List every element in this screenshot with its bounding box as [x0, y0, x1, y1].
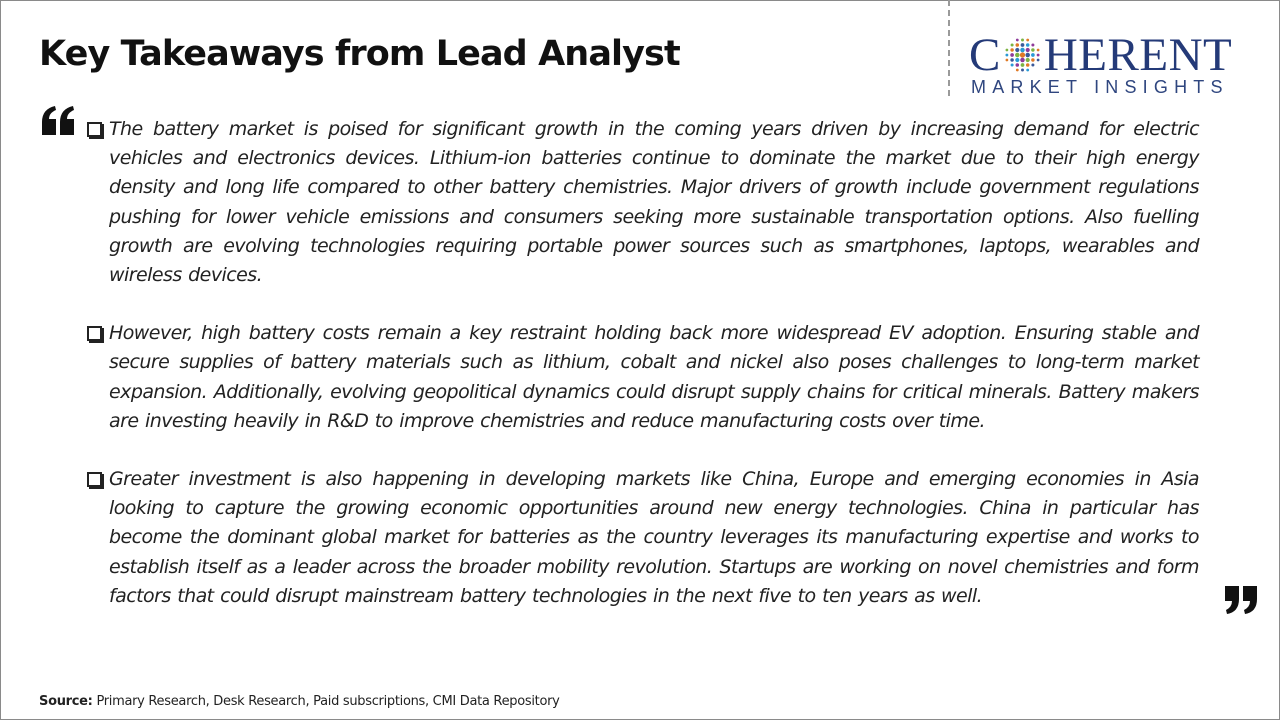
logo-dot	[1005, 59, 1008, 62]
logo-dot	[1037, 54, 1040, 57]
logo-dot	[1015, 53, 1019, 57]
logo-dot	[1031, 63, 1034, 66]
logo-letter-c: C	[969, 29, 1001, 81]
logo-dot	[1016, 39, 1019, 42]
logo-dot	[1020, 58, 1025, 63]
checkbox-bullet-icon	[87, 326, 102, 341]
logo-subtitle: MARKET INSIGHTS	[971, 77, 1229, 97]
takeaway-item	[85, 115, 1199, 290]
logo-dot	[1005, 54, 1008, 57]
source-note	[39, 694, 560, 709]
logo-dot	[1016, 69, 1019, 72]
logo-letters-herent: HERENT	[1043, 29, 1233, 81]
header-divider	[948, 0, 950, 96]
logo-dot	[1021, 69, 1024, 72]
slide-title: Key Takeaways from Lead Analyst	[39, 34, 680, 74]
source-label: Source:	[39, 694, 93, 709]
takeaway-item	[85, 465, 1199, 611]
logo-dot	[1026, 69, 1029, 72]
company-logo	[969, 30, 1261, 100]
logo-dot	[1020, 43, 1024, 47]
takeaway-text: Greater investment is also happening in developing markets like China, Europe and emerging economies in Asia looking to capture the growing economic opportunities around new energy technologies. China in particular has become the dominant global market for batteries as the country leverages its manufacturing expertise and works to establish itself as a leader across the broader mobility revolution. Startups are working on novel chemistries and form factors that could disrupt mainstream battery technologies in the next five to ten years as well.	[109, 468, 1199, 607]
logo-dot	[1037, 59, 1040, 62]
logo-dot-globe-icon	[1001, 34, 1044, 72]
logo-dot	[1015, 43, 1019, 47]
logo-dot	[1025, 48, 1029, 52]
logo-dot	[1021, 39, 1024, 42]
logo-dot	[1026, 39, 1029, 42]
logo-dot	[1031, 53, 1035, 57]
logo-dot	[1037, 49, 1040, 52]
checkbox-bullet-icon	[87, 122, 102, 137]
close-quote-icon	[1224, 585, 1258, 615]
logo-dot	[1031, 48, 1034, 51]
logo-dot	[1010, 48, 1013, 51]
logo-dot	[1005, 49, 1008, 52]
logo-dot	[1031, 58, 1034, 61]
logo-dot	[1010, 63, 1013, 66]
logo-dot	[1015, 63, 1019, 67]
logo-dot	[1010, 43, 1013, 46]
open-quote-icon	[40, 105, 76, 137]
takeaways-list	[85, 115, 1199, 611]
logo-dot	[1025, 53, 1029, 57]
logo-wordmark	[969, 30, 1232, 80]
source-text: Primary Research, Desk Research, Paid subscriptions, CMI Data Repository	[96, 694, 560, 709]
logo-dot	[1031, 43, 1034, 46]
checkbox-bullet-icon	[87, 472, 102, 487]
takeaway-text: The battery market is poised for significant growth in the coming years driven by increasing demand for electric vehicles and electronics devices. Lithium-ion batteries continue to dominate the market due to their high energy density and long life compared to other battery chemistries. Major drivers of growth include government regulations pushing for lower vehicle emissions and consumers seeking more sustainable transportation options. Also fuelling growth are evolving technologies requiring portable power sources such as smartphones, laptops, wearables and wireless devices.	[109, 118, 1199, 287]
logo-dot	[1026, 63, 1030, 67]
takeaway-item	[85, 319, 1199, 436]
logo-dot	[1026, 43, 1030, 47]
logo-dot	[1015, 48, 1019, 52]
logo-dot	[1020, 52, 1025, 57]
logo-dot	[1015, 58, 1019, 62]
logo-dot	[1025, 58, 1029, 62]
logo-dot	[1020, 63, 1024, 67]
logo-dot	[1010, 58, 1013, 61]
takeaway-text: However, high battery costs remain a key restraint holding back more widespread EV adoption. Ensuring stable and secure supplies of battery materials such as lithium, cobalt and nickel also poses challenges to long-term market expansion. Additionally, evolving geopolitical dynamics could disrupt supply chains for critical minerals. Battery makers are investing heavily in R&D to improve chemistries and reduce manufacturing costs over time.	[109, 322, 1199, 432]
logo-dot	[1010, 53, 1014, 57]
logo-dot	[1020, 48, 1025, 53]
